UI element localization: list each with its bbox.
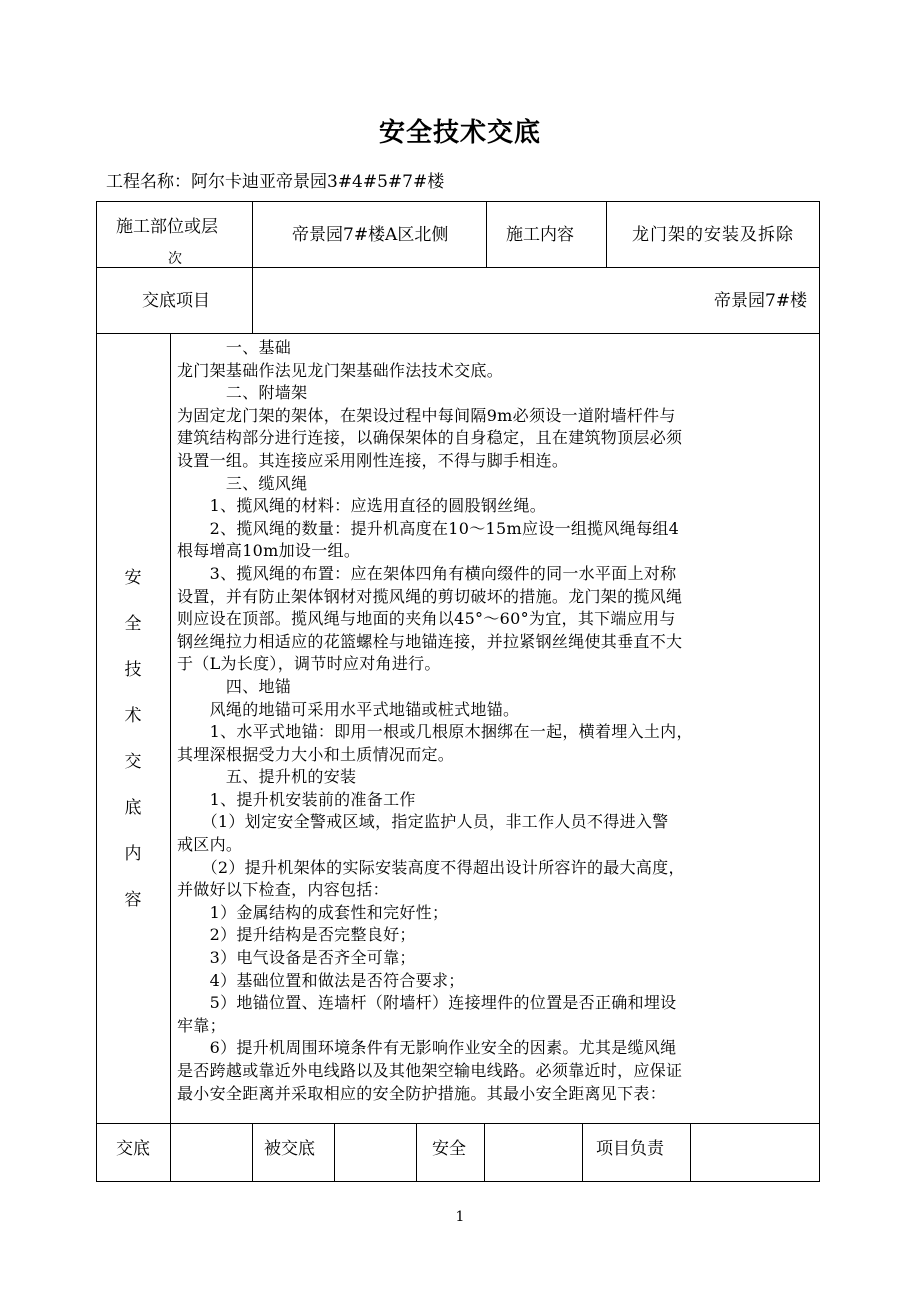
content-line: 钢丝绳拉力相适应的花篮螺栓与地锚连接，并拉紧钢丝绳使其垂直不大 — [177, 631, 683, 651]
page-number: 1 — [455, 1209, 465, 1225]
content-line: 设置一组。其连接应采用刚性连接，不得与脚手相连。 — [177, 450, 569, 470]
content-line: 风绳的地锚可采用水平式地锚或桩式地锚。 — [177, 699, 520, 719]
content-line: 1）金属结构的成套性和完好性； — [177, 902, 449, 922]
recipient-label: 被交底 — [264, 1139, 315, 1159]
content-line: 牢靠； — [177, 1015, 226, 1035]
content-line: 一、基础 — [177, 338, 292, 357]
content-line: 龙门架基础作法见龙门架基础作法技术交底。 — [177, 360, 504, 380]
content-line: （2）提升机架体的实际安装高度不得超出设计所容许的最大高度， — [177, 857, 685, 877]
location-label: 施工部位或层 次 — [116, 217, 218, 265]
content-line: 二、附墙架 — [177, 383, 308, 403]
content-line: 最小安全距离并采取相应的安全防护措施。其最小安全距离见下表： — [177, 1083, 667, 1103]
content-line: 3）电气设备是否齐全可靠； — [177, 948, 416, 968]
content-line: 3、揽风绳的布置：应在架体四角有横向缀件的同一水平面上对称 — [177, 563, 677, 583]
safety-content-side-label: 安 全 技 术 交 底 内 容 — [124, 568, 142, 910]
content-line: 则应设在顶部。揽风绳与地面的夹角以45°～60°为宜，其下端应用与 — [177, 609, 676, 629]
pm-label: 项目负责 — [596, 1139, 664, 1159]
safety-label: 安全 — [432, 1139, 466, 1159]
content-line: 1、提升机安装前的准备工作 — [177, 789, 416, 809]
document-title: 安全技术交底 — [378, 118, 541, 148]
content-line: 三、缆风绳 — [177, 473, 308, 493]
content-line: （1）划定安全警戒区域，指定监护人员，非工作人员不得进入警 — [177, 812, 669, 832]
disclosure-content — [177, 337, 818, 1125]
location-value: 帝景园7#楼A区北侧 — [292, 225, 449, 245]
content-line: 2）提升结构是否完整良好； — [177, 925, 416, 945]
content-line: 1、揽风绳的材料：应选用直径的圆股钢丝绳。 — [177, 496, 547, 516]
content-line: 戒区内。 — [177, 835, 243, 855]
content-line: 4）基础位置和做法是否符合要求； — [177, 970, 465, 990]
content-line: 设置，并有防止架体钢材对揽风绳的剪切破坏的措施。龙门架的揽风绳 — [177, 586, 683, 606]
content-line: 5）地锚位置、连墙杆（附墙杆）连接埋件的位置是否正确和埋设 — [177, 993, 677, 1013]
content-label: 施工内容 — [506, 225, 574, 245]
project-name: 工程名称：阿尔卡迪亚帝景园3#4#5#7#楼 — [106, 172, 445, 192]
content-line: 为固定龙门架的架体，在架设过程中每间隔9m必须设一道附墙杆件与 — [177, 405, 676, 425]
content-line: 2、揽风绳的数量：提升机高度在10～15m应设一组揽风绳每组4 — [177, 518, 680, 538]
content-line: 五、提升机的安装 — [177, 767, 357, 787]
item-value: 帝景园7#楼 — [714, 291, 808, 311]
content-line: 1、水平式地锚：即用一根或几根原木捆绑在一起，横着埋入土内， — [177, 722, 693, 742]
content-line: 于（L为长度），调节时应对角进行。 — [177, 654, 441, 674]
disclose-label: 交底 — [116, 1139, 150, 1159]
content-line: 是否跨越或靠近外电线路以及其他架空输电线路。必须靠近时，应保证 — [177, 1061, 683, 1080]
content-line: 6）提升机周围环境条件有无影响作业安全的因素。尤其是缆风绳 — [177, 1038, 677, 1058]
content-line: 并做好以下检查，内容包括： — [177, 880, 389, 900]
content-line: 四、地锚 — [177, 676, 292, 696]
item-label: 交底项目 — [142, 291, 210, 311]
content-line: 根每增高10m加设一组。 — [177, 541, 361, 561]
content-line: 建筑结构部分进行连接，以确保架体的自身稳定，且在建筑物顶层必须 — [177, 428, 683, 448]
content-line: 其埋深根据受力大小和土质情况而定。 — [177, 744, 455, 764]
content-value: 龙门架的安装及拆除 — [632, 225, 794, 245]
